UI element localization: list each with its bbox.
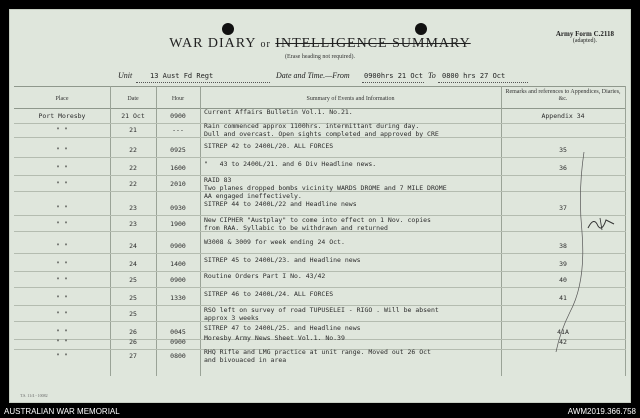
column-header-remarks: Remarks and references to Appendices, Diaries, &c. xyxy=(505,89,621,102)
cell-hour: --- xyxy=(172,126,184,134)
cell-hour: 0900 xyxy=(170,112,186,120)
cell-remarks: 42 xyxy=(559,338,567,346)
cell-date: 24 xyxy=(129,260,137,268)
cell-place: " " xyxy=(56,260,68,268)
footer-credit: AUSTRALIAN WAR MEMORIAL xyxy=(4,407,120,416)
column-header-hour: Hour xyxy=(171,96,185,102)
cell-summary: RAID 83 Two planes dropped bombs vicinity WARDS DROME and 7 MILE DROME AA engaged ineffectively. xyxy=(204,176,447,200)
cell-hour: 0925 xyxy=(170,146,186,154)
print-code: T.S. 11/4 - 10082 xyxy=(20,393,48,398)
cell-remarks: 37 xyxy=(559,204,567,212)
cell-date: 25 xyxy=(129,276,137,284)
cell-summary: Routine Orders Part I No. 43/42 xyxy=(204,272,326,280)
struck-heading: INTELLIGENCE SUMMARY xyxy=(275,36,471,51)
cell-date: 23 xyxy=(129,204,137,212)
diary-sheet xyxy=(9,9,631,403)
cell-place: " " xyxy=(56,180,68,188)
cell-date: 22 xyxy=(129,146,137,154)
cell-place: " " xyxy=(56,328,68,336)
cell-remarks: Appendix 34 xyxy=(541,112,585,120)
unit-value: 13 Aust Fd Regt xyxy=(150,72,214,80)
cell-place: " " xyxy=(56,338,68,346)
cell-summary: Moresby Army News Sheet Vol.1. No.39 xyxy=(204,334,345,342)
cell-summary: W3008 & 3009 for week ending 24 Oct. xyxy=(204,238,345,246)
form-subtitle: (Erase heading not required). xyxy=(285,54,355,60)
diary-table xyxy=(14,86,626,376)
cell-summary: SITREP 44 to 2400L/22 and Headline news xyxy=(204,200,357,208)
cell-place: " " xyxy=(56,204,68,212)
to-value: 0800 hrs 27 Oct xyxy=(442,72,506,80)
cell-place: " " xyxy=(56,352,68,360)
cell-hour: 1400 xyxy=(170,260,186,268)
unit-label: Unit xyxy=(118,71,133,80)
cell-summary: SITREP 47 to 2400L/25. and Headline news xyxy=(204,324,361,332)
cell-hour: 2010 xyxy=(170,180,186,188)
cell-place: " " xyxy=(56,220,68,228)
to-label: To xyxy=(428,71,436,80)
cell-hour: 0900 xyxy=(170,276,186,284)
cell-hour: 1600 xyxy=(170,164,186,172)
cell-hour: 0045 xyxy=(170,328,186,336)
cell-hour: 1330 xyxy=(170,294,186,302)
cell-remarks: 41A xyxy=(557,328,569,336)
cell-date: 27 xyxy=(129,352,137,360)
margin-bracket-line xyxy=(548,152,598,352)
cell-summary: " 43 to 2400L/21. and 6 Div Headline news. xyxy=(204,160,377,168)
form-title: WAR DIARY or INTELLIGENCE SUMMARY xyxy=(169,36,471,51)
unit-line xyxy=(10,71,630,85)
cell-summary: New CIPHER "Austplay" to come into effect on 1 Nov. copies from RAA. Syllabic to be withdrawn and returned xyxy=(204,216,431,232)
cell-place: " " xyxy=(56,242,68,250)
cell-remarks: 41 xyxy=(559,294,567,302)
cell-remarks: 38 xyxy=(559,242,567,250)
punch-hole xyxy=(222,23,234,35)
cell-hour: 1900 xyxy=(170,220,186,228)
cell-place: " " xyxy=(56,126,68,134)
footer-accession-number: AWM2019.366.758 xyxy=(567,407,636,416)
row-divider xyxy=(14,253,626,254)
column-header-place: Place xyxy=(55,96,69,102)
cell-place: " " xyxy=(56,310,68,318)
cell-summary: Rain commenced approx 1100hrs. intermittant during day. Dull and overcast. Open sights completed and approved by CRE xyxy=(204,122,439,138)
cell-place: " " xyxy=(56,294,68,302)
cell-date: 22 xyxy=(129,180,137,188)
column-header-date: Date xyxy=(127,96,139,102)
cell-date: 21 xyxy=(129,126,137,134)
cell-hour: 0900 xyxy=(170,338,186,346)
cell-date: 26 xyxy=(129,328,137,336)
row-divider xyxy=(14,287,626,288)
cell-place: Port Moresby xyxy=(38,112,86,120)
cell-remarks: 35 xyxy=(559,146,567,154)
cell-place: " " xyxy=(56,276,68,284)
cell-remarks: 39 xyxy=(559,260,567,268)
from-value: 0900hrs 21 Oct xyxy=(364,72,424,80)
cell-summary: RSO left on survey of road TUPUSELEI - RIGO . Will be absent approx 3 weeks xyxy=(204,306,439,322)
cell-place: " " xyxy=(56,164,68,172)
datetime-label: Date and Time.—From xyxy=(276,71,350,80)
cell-summary: SITREP 46 to 2400L/24. ALL FORCES xyxy=(204,290,334,298)
cell-date: 25 xyxy=(129,294,137,302)
cell-date: 24 xyxy=(129,242,137,250)
cell-hour: 0930 xyxy=(170,204,186,212)
cell-date: 23 xyxy=(129,220,137,228)
cell-date: 22 xyxy=(129,164,137,172)
cell-date: 25 xyxy=(129,310,137,318)
cell-summary: RHQ Rifle and LMG practice at unit range. Moved out 26 Oct and bivouaced in area xyxy=(204,348,431,364)
cell-remarks: 40 xyxy=(559,276,567,284)
cell-hour: 0800 xyxy=(170,352,186,360)
cell-remarks: 36 xyxy=(559,164,567,172)
cell-summary: SITREP 42 to 2400L/20. ALL FORCES xyxy=(204,142,334,150)
row-divider xyxy=(14,157,626,158)
army-form-number: Army Form C.2118 (adapted). xyxy=(555,30,614,44)
cell-place: " " xyxy=(56,146,68,154)
cell-summary: Current Affairs Bulletin Vol.1. No.21. xyxy=(204,108,353,116)
punch-hole xyxy=(415,23,427,35)
cell-date: 26 xyxy=(129,338,137,346)
column-header-summary: Summary of Events and Information xyxy=(306,96,395,102)
cell-summary: SITREP 45 to 2400L/23. and Headline news xyxy=(204,256,361,264)
cell-date: 21 Oct xyxy=(121,112,145,120)
cell-hour: 0900 xyxy=(170,242,186,250)
